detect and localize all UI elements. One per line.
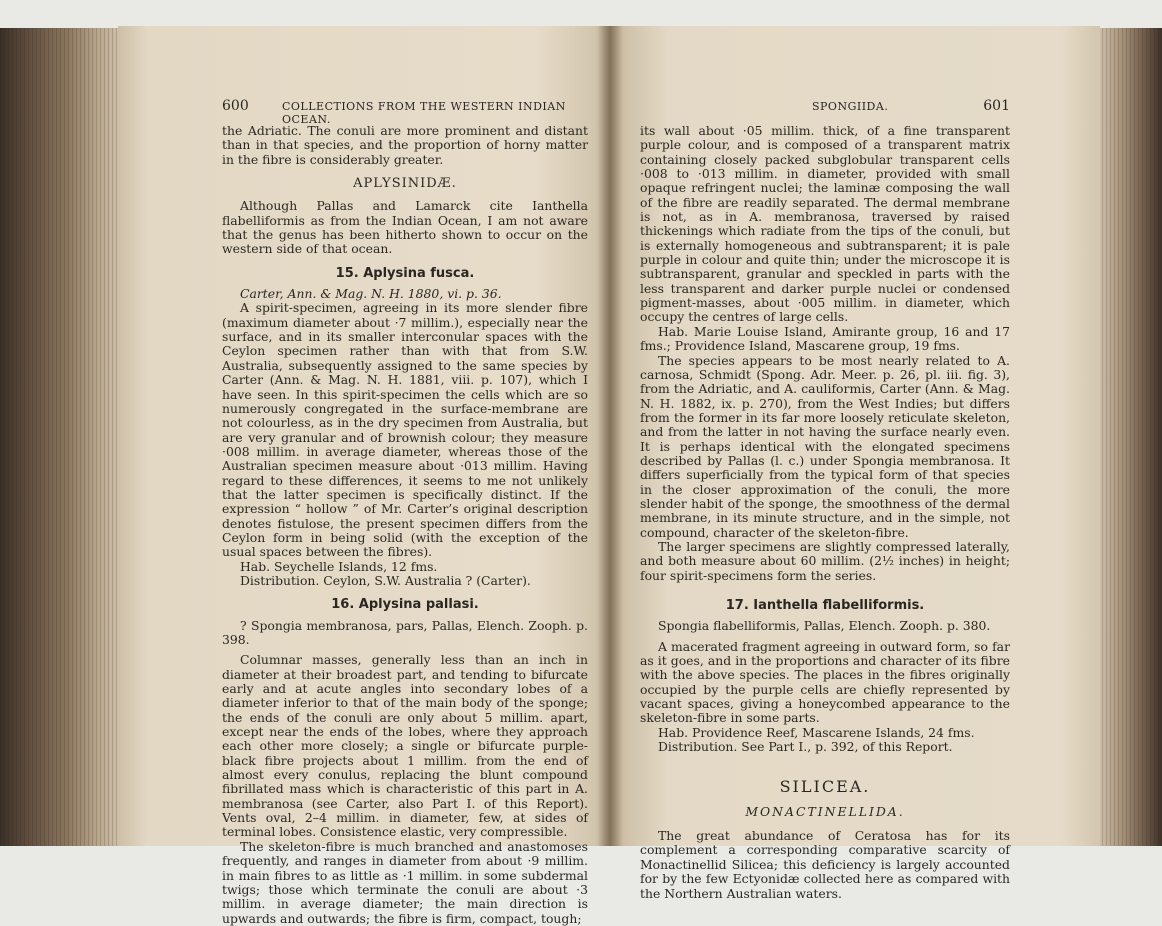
fibre-wall-paragraph: its wall about ·05 millim. thick, of a fine transparent purple colour, and is composed of a transparent matrix containing closely packed subglobular transparent cells ·008 to ·013 millim. in diameter, provided with small opaque refringent nuclei; the laminæ composing the wall of the fibre are readily separated. The dermal membrane is not, as in A. membranosa, traversed by raised thickenings which radiate from the tips of the conuli, but is externally homogeneous and subtransparent; it is pale purple in colour and quite thin; under the microscope it is subtransparent, granular and speckled in parts with the less transparent and darker purple nuclei or condensed pigment-masses, about ·005 millim. in diameter, which occupy the centres of large cells.	[640, 123, 1010, 325]
left-page-edges	[0, 28, 122, 846]
species-17-heading: 17. Ianthella flabelliformis.	[725, 598, 925, 613]
book-gutter	[598, 26, 622, 846]
affinities-paragraph: The species appears to be most nearly related to A. carnosa, Schmidt (Spong. Adr. Meer. p. 26, pl. iii. fig. 3), from the Adriatic, and A. cauliformis, Carter (Ann. & Mag. N. H. 1882, ix. p. 270), from the West Indies; but differs from the former in its far more loosely reticulate skeleton, and from the latter in not having the surface nearly even. It is perhaps identical with the elongated specimens described by Pallas (l. c.) under Spongia membranosa. It differs superficially from the typical form of that species in the closer approximation of the conuli, the more slender habit of the sponge, the smoothness of the dermal membrane, in its minute structure, and in the simple, not compound, character of the skeleton-fibre.	[640, 352, 1010, 540]
silicea-paragraph: The great abundance of Ceratosa has for its complement a corresponding comparative scarcity of Monactinellid Silicea; this deficiency is largely accounted for by the few Ectyonidæ collected here as compared with the Northern Australian waters.	[640, 828, 1010, 901]
specimens-paragraph: The larger specimens are slightly compressed laterally, and both measure about 60 millim. (2½ inches) in height; four spirit-specimens form the series.	[640, 538, 1010, 583]
section-heading-silicea: SILICEA.	[779, 777, 871, 797]
right-page-number: 601	[983, 98, 1010, 114]
species-15-reference: Carter, Ann. & Mag. N. H. 1880, vi. p. 36.	[240, 286, 502, 302]
subsection-heading-monactinellida: MONACTINELLIDA.	[745, 803, 905, 819]
species-16-heading: 16. Aplysina pallasi.	[331, 597, 479, 613]
species-16-description: Columnar masses, generally less than an inch in diameter at their broadest part, and tending to bifurcate early and at acute angles into secondary lobes of a diameter inferior to that of the main body of the sponge; the ends of the conuli are only about 5 millim. apart, except near the ends of the lobes, where they approach each other more closely; a single or bifurcate purple-black fibre projects about 1 millim. from the end of almost every conulus, replacing the blunt compound fibrillated mass which is characteristic of this part in A. membranosa (see Carter, also Part I. of this Report). Vents oval, 2–4 millim. in diameter, few, at sides of terminal lobes. Consistence elastic, very compressible.	[222, 652, 588, 840]
species-17-description: A macerated fragment agreeing in outward form, so far as it goes, and in the proportions and character of its fibre with the above species. The places in the fibres originally occupied by the purple cells are chiefly represented by vacant spaces, giving a honeycombed appearance to the skeleton-fibre in some parts.	[640, 638, 1010, 726]
species-15-heading: 15. Aplysina fusca.	[335, 265, 475, 281]
continuation-paragraph: the Adriatic. The conuli are more prominent and distant than in that species, and the proportion of horny matter in the fibre is considerably greater.	[222, 123, 588, 167]
left-page-number: 600	[222, 98, 249, 114]
left-running-title: COLLECTIONS FROM THE WESTERN INDIAN OCEAN.	[282, 100, 566, 126]
left-text-column	[222, 124, 588, 926]
species-17-reference: Spongia flabelliformis, Pallas, Elench. Zooph. p. 380.	[658, 618, 991, 634]
species-15-description: A spirit-specimen, agreeing in its more slender fibre (maximum diameter about ·7 millim.), especially near the surface, and in its smaller interconular spaces with the Ceylon specimen rather than with that from S.W. Australia, subsequently assigned to the same species by Carter (Ann. & Mag. N. H. 1881, viii. p. 107), which I have seen. In this spirit-specimen the cells which are so numerously congregated in the surface-membrane are not colourless, as in the dry specimen from Australia, but are very granular and of brownish colour; they measure ·008 millim. in average diameter, whereas those of the Australian specimen measure about ·013 millim. Having regard to these differences, it seems to me not unlikely that the latter specimen is specifically distinct. If the expression “ hollow ” of Mr. Carter’s original description denotes fistulose, the present specimen differs from the Ceylon form in being solid (with the exception of the usual spaces between the fibres).	[222, 300, 588, 560]
species-16-skeleton: The skeleton-fibre is much branched and anastomoses frequently, and ranges in diameter from about ·9 millim. in main fibres to as little as ·1 millim. in some subdermal twigs; those which terminate the conuli are about ·3 millim. in average diameter; the main direction is upwards and outwards; the fibre is firm, compact, tough;	[222, 838, 588, 926]
right-text-column	[640, 124, 1010, 901]
right-running-title: SPONGIIDA.	[812, 100, 889, 113]
species-15-distribution: Distribution. Ceylon, S.W. Australia ? (Carter).	[240, 572, 531, 588]
right-page-edges	[1098, 28, 1162, 846]
family-paragraph: Although Pallas and Lamarck cite Ianthella flabelliformis as from the Indian Ocean, I am not aware that the genus has been hitherto shown to occur on the western side of that ocean.	[222, 198, 588, 257]
species-16-habitat: Hab. Marie Louise Island, Amirante group, 16 and 17 fms.; Providence Island, Mascarene group, 19 fms.	[640, 323, 1010, 354]
species-17-habitat: Hab. Providence Reef, Mascarene Islands, 24 fms.	[658, 724, 975, 740]
species-17-distribution: Distribution. See Part I., p. 392, of this Report.	[658, 739, 953, 755]
species-15-habitat: Hab. Seychelle Islands, 12 fms.	[240, 558, 438, 574]
family-heading: APLYSINIDÆ.	[353, 176, 457, 192]
left-running-head	[222, 98, 588, 126]
species-16-reference: ? Spongia membranosa, pars, Pallas, Elench. Zooph. p. 398.	[222, 617, 588, 647]
